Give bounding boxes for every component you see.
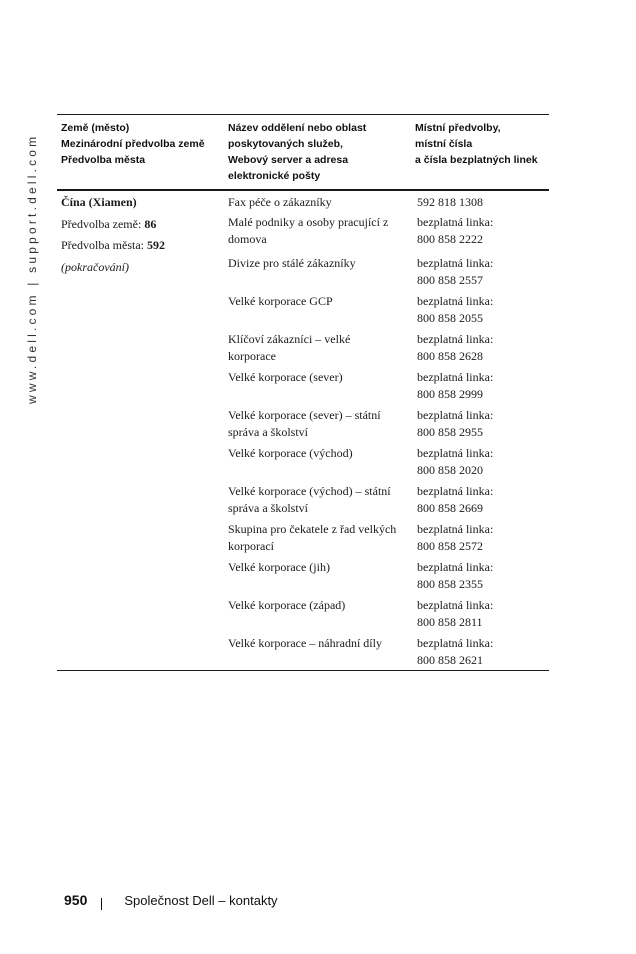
page-footer	[64, 892, 278, 908]
service-line: korporace	[228, 348, 276, 363]
header-line: Země (město)	[61, 122, 130, 134]
table-row	[225, 290, 549, 328]
number-line: bezplatná linka:	[417, 636, 494, 650]
header-line: místní čísla	[415, 138, 473, 150]
service-line: Velké korporace – náhradní díly	[228, 636, 382, 650]
service-line: Velké korporace (východ)	[228, 446, 353, 460]
country-code-label: Předvolba země:	[61, 216, 142, 231]
table-body	[57, 191, 549, 670]
contacts-table	[57, 114, 549, 671]
number-line: bezplatná linka:	[417, 332, 494, 346]
number-line: bezplatná linka:	[417, 408, 494, 422]
service-name	[225, 521, 408, 556]
service-line: Velké korporace (východ) – státní	[228, 484, 391, 498]
service-name	[225, 214, 408, 252]
number-line: 800 858 2628	[417, 348, 483, 363]
service-line: správa a školství	[228, 424, 308, 439]
header-line: elektronické pošty	[228, 170, 321, 182]
header-line: poskytovaných služeb,	[228, 138, 343, 150]
number-line: 800 858 2055	[417, 310, 483, 325]
table-row	[225, 404, 549, 442]
table-row	[225, 518, 549, 556]
service-name	[225, 559, 408, 594]
country-code: 86	[144, 216, 157, 231]
service-name	[225, 597, 408, 632]
number-line: bezplatná linka:	[417, 215, 494, 229]
footer-divider	[101, 898, 102, 910]
number-line: 800 858 2572	[417, 538, 483, 553]
phone-number	[408, 255, 549, 290]
service-name	[225, 293, 408, 328]
number-line: 800 858 2355	[417, 576, 483, 591]
phone-number	[408, 331, 549, 366]
table-row	[225, 328, 549, 366]
header-line: Webový server a adresa	[228, 154, 349, 166]
service-name	[225, 194, 408, 211]
service-line: Velké korporace (západ)	[228, 598, 346, 612]
number-line: bezplatná linka:	[417, 294, 494, 308]
phone-number	[408, 214, 549, 252]
city-code-line	[61, 237, 225, 254]
number-line: 800 858 2669	[417, 500, 483, 515]
number-line: bezplatná linka:	[417, 484, 494, 498]
service-line: Malé podniky a osoby pracující z	[228, 215, 389, 229]
country-cell	[57, 191, 225, 670]
header-line: Místní předvolby,	[415, 122, 501, 134]
number-line: bezplatná linka:	[417, 522, 494, 536]
table-row	[225, 556, 549, 594]
header-numbers	[408, 120, 549, 184]
table-header	[57, 115, 549, 189]
service-name	[225, 483, 408, 518]
country-name: Čína (Xiamen)	[61, 195, 137, 209]
service-name	[225, 407, 408, 442]
phone-number	[408, 194, 549, 211]
service-line: Velké korporace (sever)	[228, 370, 343, 384]
number-line: 800 858 2999	[417, 386, 483, 401]
header-line: Předvolba města	[61, 154, 146, 166]
header-country	[57, 120, 225, 184]
service-name	[225, 331, 408, 366]
service-name	[225, 369, 408, 404]
service-line: Skupina pro čekatele z řad velkých	[228, 522, 397, 536]
phone-number	[408, 445, 549, 480]
phone-number	[408, 597, 549, 632]
number-line: 800 858 2955	[417, 424, 483, 439]
service-line: Fax péče o zákazníky	[228, 195, 332, 209]
number-line: bezplatná linka:	[417, 560, 494, 574]
phone-number	[408, 635, 549, 670]
header-line: a čísla bezplatných linek	[415, 154, 538, 166]
city-code-label: Předvolba města:	[61, 238, 144, 252]
service-line: Velké korporace (jih)	[228, 560, 330, 574]
number-line: bezplatná linka:	[417, 256, 494, 270]
service-name	[225, 255, 408, 290]
service-name	[225, 445, 408, 480]
phone-number	[408, 559, 549, 594]
page-number: 950	[64, 892, 88, 908]
side-url: www.dell.com | support.dell.com	[25, 133, 39, 404]
footer-title: Společnost Dell – kontakty	[124, 892, 278, 908]
number-line: bezplatná linka:	[417, 370, 494, 384]
table-row	[225, 211, 549, 252]
service-rows	[225, 191, 549, 670]
service-line: Divize pro stálé zákazníky	[228, 256, 356, 270]
number-line: 592 818 1308	[417, 195, 483, 209]
phone-number	[408, 293, 549, 328]
phone-number	[408, 369, 549, 404]
number-line: 800 858 2811	[417, 614, 483, 629]
phone-number	[408, 407, 549, 442]
phone-number	[408, 483, 549, 518]
table-row	[225, 366, 549, 404]
table-row	[225, 442, 549, 480]
service-line: Velké korporace GCP	[228, 294, 333, 308]
header-line: Název oddělení nebo oblast	[228, 122, 367, 134]
phone-number	[408, 521, 549, 556]
table-bottom-rule	[57, 670, 549, 671]
number-line: 800 858 2020	[417, 462, 483, 477]
service-line: korporací	[228, 538, 274, 553]
country-code-line	[61, 216, 225, 233]
header-line: Mezinárodní předvolba země	[61, 138, 205, 150]
table-row	[225, 191, 549, 211]
header-service	[225, 120, 408, 184]
service-line: Velké korporace (sever) – státní	[228, 408, 381, 422]
service-line: Klíčoví zákazníci – velké	[228, 332, 351, 346]
number-line: 800 858 2621	[417, 652, 483, 667]
number-line: 800 858 2222	[417, 231, 483, 246]
number-line: bezplatná linka:	[417, 598, 494, 612]
table-row	[225, 480, 549, 518]
table-row	[225, 252, 549, 290]
number-line: 800 858 2557	[417, 272, 483, 287]
service-name	[225, 635, 408, 670]
number-line: bezplatná linka:	[417, 446, 494, 460]
city-code: 592	[146, 238, 165, 252]
table-row	[225, 632, 549, 670]
table-row	[225, 594, 549, 632]
service-line: správa a školství	[228, 500, 308, 515]
continued-note: (pokračování)	[61, 259, 129, 274]
service-line: domova	[228, 231, 267, 246]
